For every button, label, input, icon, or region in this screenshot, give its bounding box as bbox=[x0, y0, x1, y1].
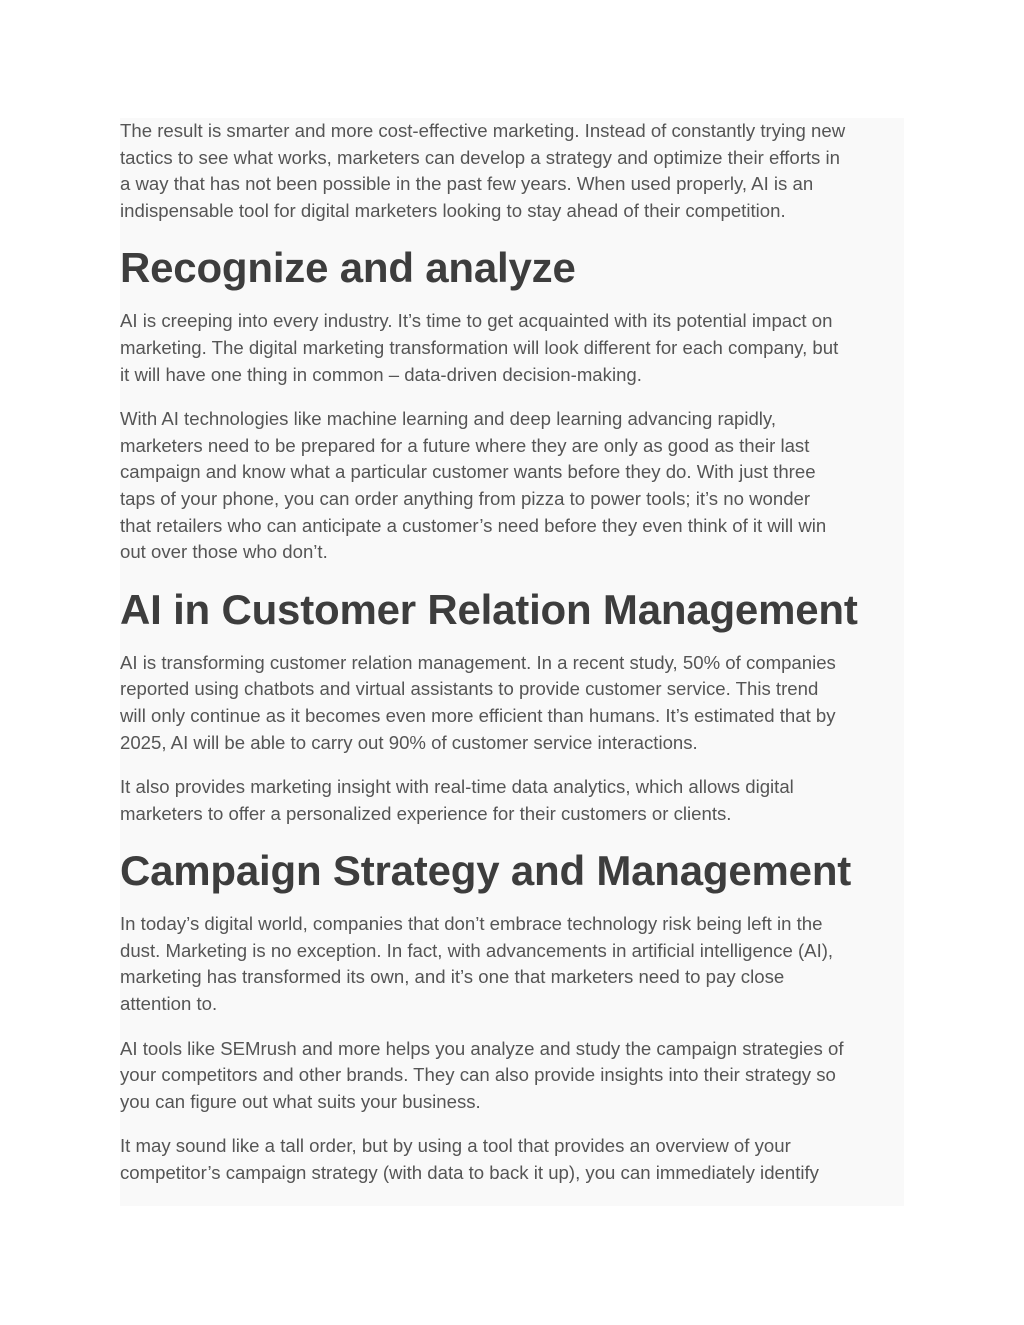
heading-recognize-and-analyze: Recognize and analyze bbox=[120, 244, 576, 292]
paragraph: AI tools like SEMrush and more helps you analyze and study the campaign strategies of your competitors and other brands. They can also provide insights into their strategy so you can figure out what suits your business. bbox=[120, 1037, 844, 1112]
paragraph: AI is creeping into every industry. It’s time to get acquainted with its potential impact on marketing. The digital marketing transformation will look different for each company, but it will have one thing in common – data-driven decision-making. bbox=[120, 310, 839, 385]
paragraph: In today’s digital world, companies that don’t embrace technology risk being left in the dust. Marketing is no exception. In fact, with advancements in artificial intelligence (AI), marketing has transformed its own, and it’s one that marketers need to pay close attention to. bbox=[120, 913, 834, 1015]
paragraph: It also provides marketing insight with real-time data analytics, which allows digital marketers to offer a personalized experience for their customers or clients. bbox=[120, 776, 794, 824]
paragraph: With AI technologies like machine learning and deep learning advancing rapidly, marketers need to be prepared for a future where they are only as good as their last campaign and know what a particular customer wants before they do. With just three taps of your phone, you can order anything from pizza to power tools; it’s no wonder that retailers who can anticipate a customer’s need before they even think of it will win out over those who don’t. bbox=[120, 408, 827, 563]
paragraph: AI is transforming customer relation management. In a recent study, 50% of companies reported using chatbots and virtual assistants to provide customer service. This trend will only continue as it becomes even more efficient than humans. It’s estimated that by 2025, AI will be able to carry out 90% of customer service interactions. bbox=[120, 651, 836, 753]
document-body bbox=[120, 118, 904, 1206]
intro-paragraph: The result is smarter and more cost-effective marketing. Instead of constantly trying new tactics to see what works, marketers can develop a strategy and optimize their efforts in a way that has not been possible in the past few years. When used properly, AI is an indispensable tool for digital marketers looking to stay ahead of their competition. bbox=[120, 120, 846, 221]
paragraph: It may sound like a tall order, but by using a tool that provides an overview of your competitor’s campaign strategy (with data to back it up), you can immediately identify bbox=[120, 1135, 819, 1184]
heading-campaign-strategy: Campaign Strategy and Management bbox=[120, 847, 852, 895]
heading-ai-in-crm: AI in Customer Relation Management bbox=[120, 585, 858, 633]
